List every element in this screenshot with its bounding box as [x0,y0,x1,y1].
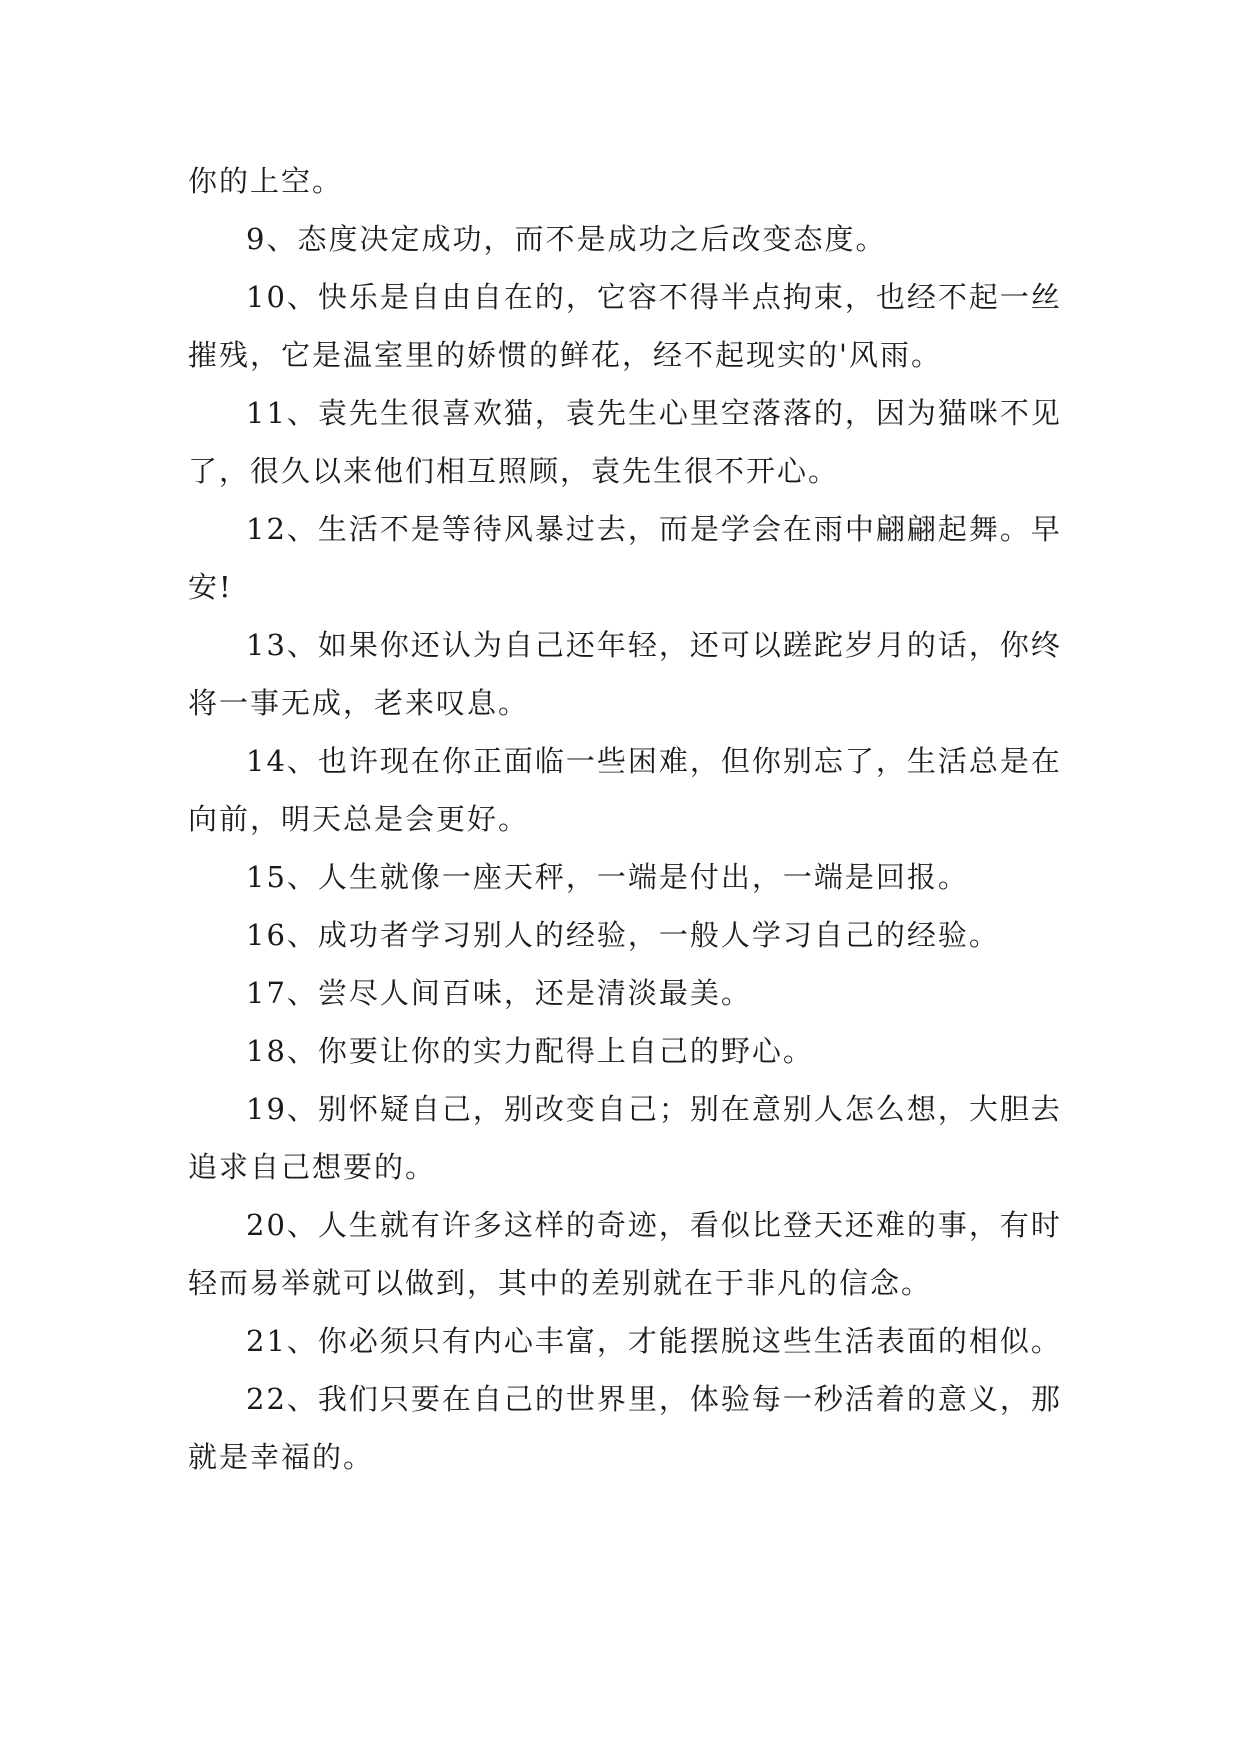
paragraph-item-15: 15、人生就像一座天秤，一端是付出，一端是回报。 [246,860,969,894]
paragraph-item-12: 12、生活不是等待风暴过去，而是学会在雨中翩翩起舞。早安! [188,512,1062,604]
paragraph-item-17: 17、尝尽人间百味，还是清淡最美。 [246,976,752,1010]
paragraph-item-14: 14、也许现在你正面临一些困难，但你别忘了，生活总是在向前，明天总是会更好。 [188,744,1062,836]
paragraph-item-21: 21、你必须只有内心丰富，才能摆脱这些生活表面的相似。 [246,1324,1062,1358]
paragraph-item-9: 9、态度决定成功，而不是成功之后改变态度。 [246,222,887,256]
paragraph-item-19: 19、别怀疑自己，别改变自己；别在意别人怎么想，大胆去追求自己想要的。 [188,1092,1062,1184]
paragraph-item-13: 13、如果你还认为自己还年轻，还可以蹉跎岁月的话，你终将一事无成，老来叹息。 [188,628,1062,720]
paragraph-item-22: 22、我们只要在自己的世界里，体验每一秒活着的意义，那就是幸福的。 [188,1382,1062,1474]
paragraph-item-11: 11、袁先生很喜欢猫，袁先生心里空落落的，因为猫咪不见了，很久以来他们相互照顾，袁先生很不开心。 [188,396,1062,488]
paragraph-item-18: 18、你要让你的实力配得上自己的野心。 [246,1034,814,1068]
paragraph-item-16: 16、成功者学习别人的经验，一般人学习自己的经验。 [246,918,1000,952]
paragraph-item-20: 20、人生就有许多这样的奇迹，看似比登天还难的事，有时轻而易举就可以做到，其中的差别就在于非凡的信念。 [188,1208,1062,1300]
paragraph-continuation: 你的上空。 [188,164,344,198]
paragraph-item-10: 10、快乐是自由自在的，它容不得半点拘束，也经不起一丝摧残，它是温室里的娇惯的鲜花，经不起现实的'风雨。 [188,280,1062,372]
document-body [188,152,1068,1486]
